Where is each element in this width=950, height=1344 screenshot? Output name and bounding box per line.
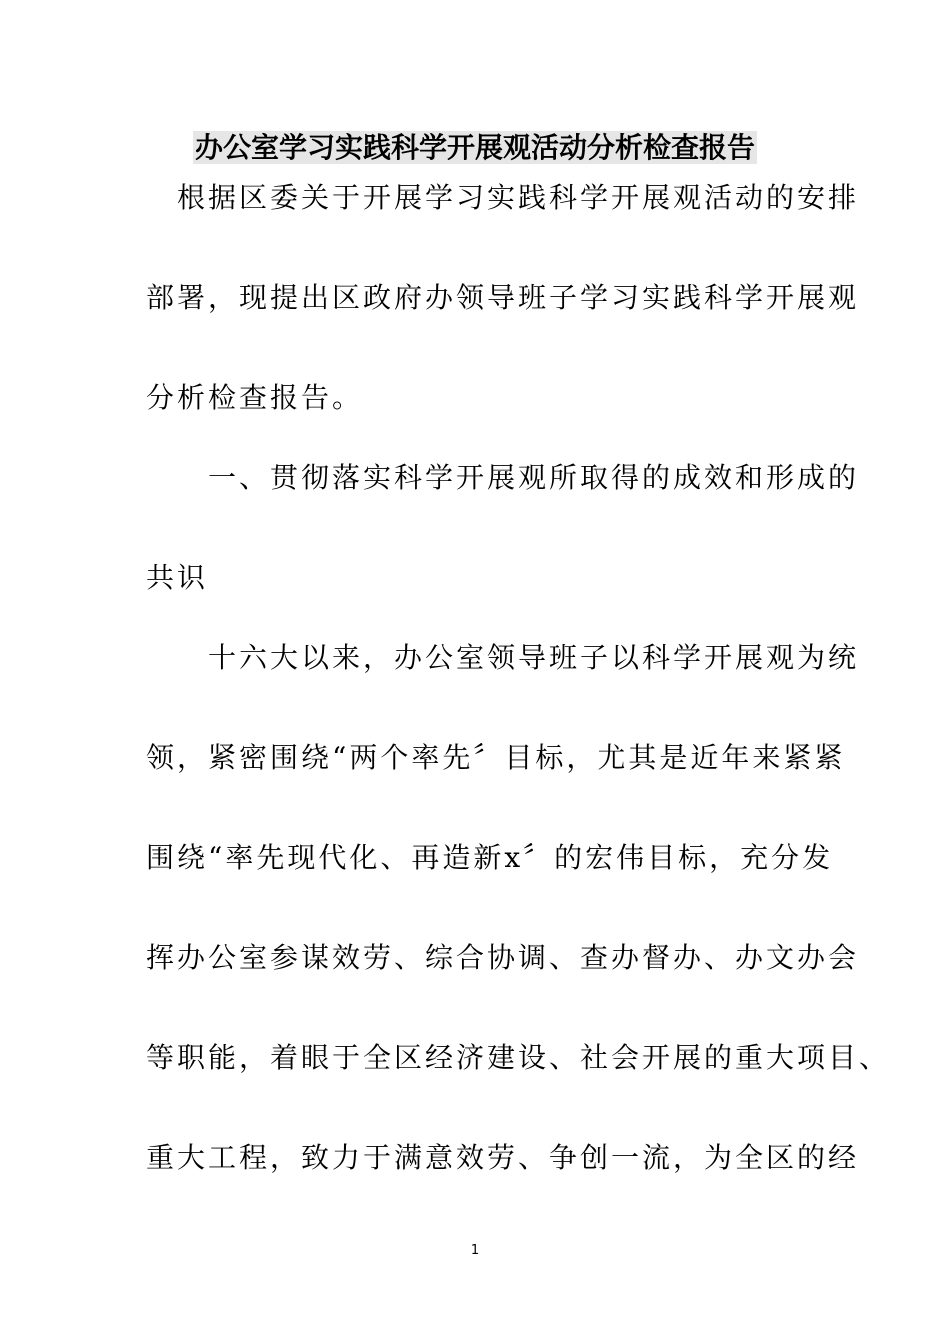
paragraph-line-9: 重大工程，致力于满意效劳、争创一流，为全区的经 <box>146 1141 860 1174</box>
paragraph-line-7: 挥办公室参谋效劳、综合协调、查办督办、办文办会 <box>146 941 860 974</box>
page-number: 1 <box>470 1243 480 1258</box>
paragraph-line-5: 领，紧密围绕“两个率先〞目标，尤其是近年来紧紧 <box>146 741 846 774</box>
paragraph-line-6: 围绕“率先现代化、再造新x〞的宏伟目标，充分发 <box>146 841 834 874</box>
document-title <box>0 128 950 168</box>
document-title-text: 办公室学习实践科学开展观活动分析检查报告 <box>194 131 755 164</box>
paragraph-line-2: 部署，现提出区政府办领导班子学习实践科学开展观 <box>146 281 860 314</box>
paragraph-line-4: 十六大以来，办公室领导班子以科学开展观为统 <box>146 641 860 674</box>
section-heading-line-2: 共识 <box>146 561 209 594</box>
section-heading-line-1: 一、贯彻落实科学开展观所取得的成效和形成的 <box>146 461 860 494</box>
paragraph-line-3: 分析检查报告。 <box>146 381 364 414</box>
paragraph-line-1: 根据区委关于开展学习实践科学开展观活动的安排 <box>146 181 860 214</box>
paragraph-line-8: 等职能，着眼于全区经济建设、社会开展的重大项目、 <box>146 1041 891 1074</box>
